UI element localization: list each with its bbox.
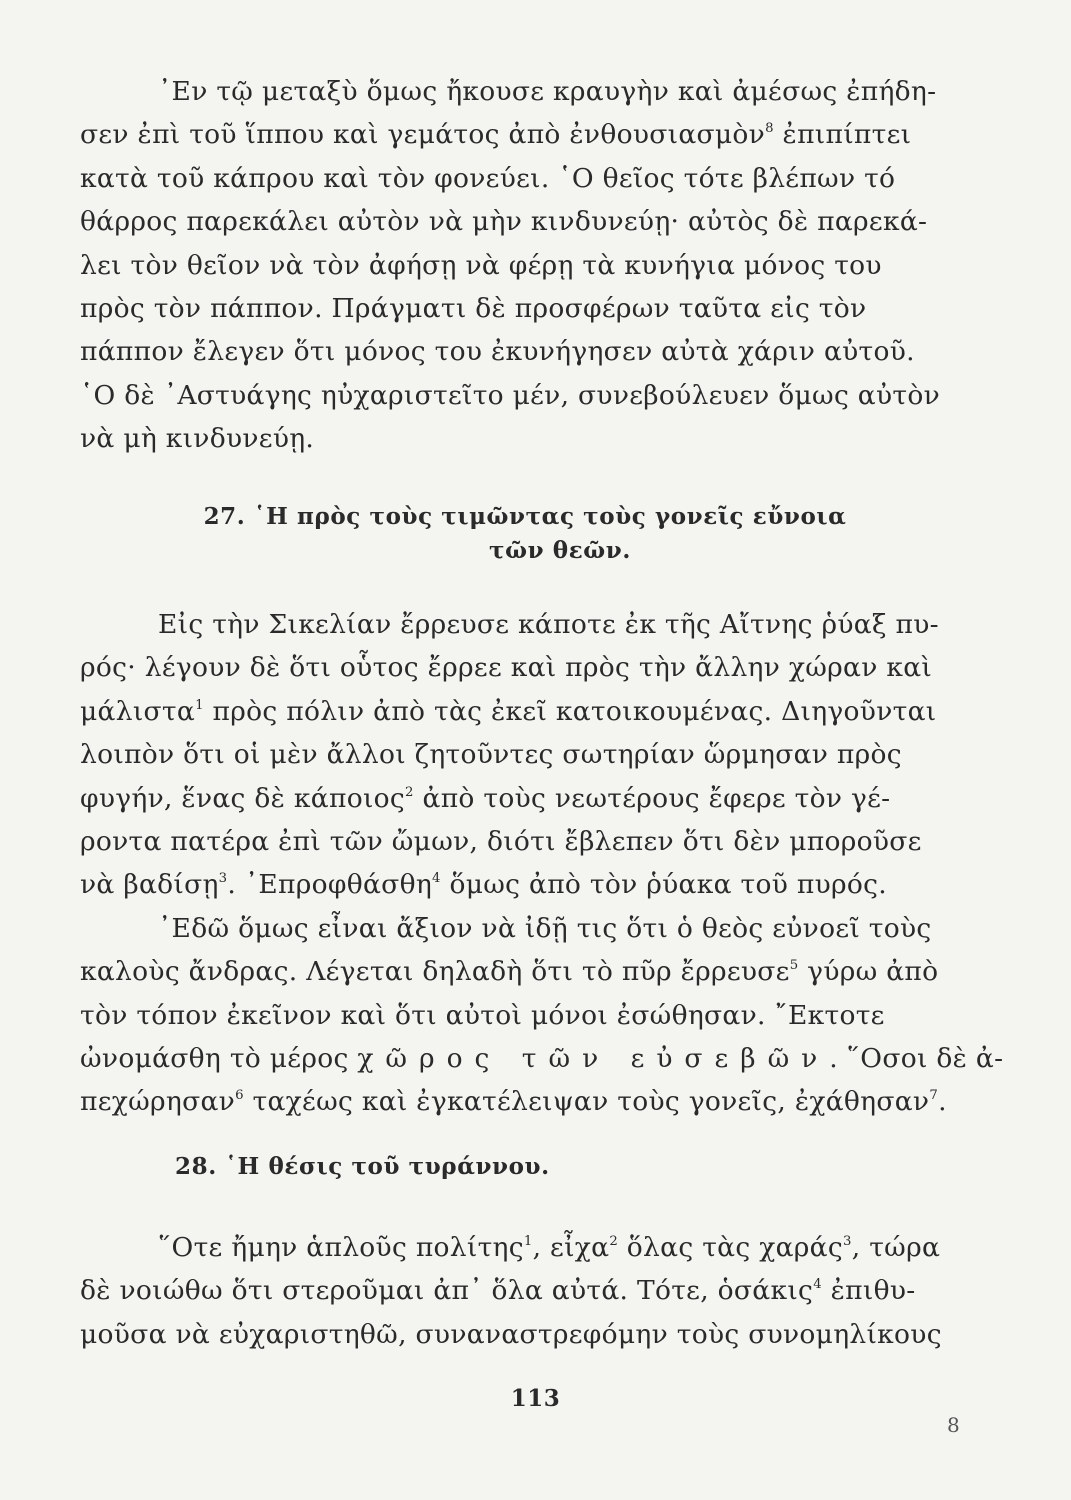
- heading-line: 28. ῾Η θέσις τοῦ τυράννου.: [175, 1153, 550, 1180]
- text-line: νὰ βαδίσῃ$^3$. ᾿Επροφθάσθη$^4$ ὅμως ἀπὸ τὸν ῥύακα τοῦ πυρός.: [80, 869, 887, 901]
- text-line: ὠνομάσθη τὸ μέρος χῶρος τῶν εὐσεβῶν. ῞Οσοι δὲ ἀ-: [80, 1043, 1004, 1075]
- text-line: λει τὸν θεῖον νὰ τὸν ἀφήσῃ νὰ φέρῃ τὰ κυνήγια μόνος του: [80, 249, 882, 281]
- footnote-marker: 3: [218, 871, 228, 887]
- footnote-marker: 1: [523, 1233, 533, 1249]
- footnote-marker: 4: [432, 871, 441, 887]
- footnote-marker: 3: [843, 1233, 852, 1249]
- footnote-marker: 8: [765, 121, 774, 137]
- text-line: Εἰς τὴν Σικελίαν ἔρρευσε κάποτε ἐκ τῆς Αἴτνης ῥύαξ πυ-: [158, 609, 939, 640]
- text-line: ῾Ο δὲ ᾿Αστυάγης ηὐχαριστεῖτο μέν, συνεβούλευεν ὅμως αὐτὸν: [80, 379, 941, 411]
- text-line: τὸν τόπον ἐκεῖνον καὶ ὅτι αὐτοὶ μόνοι ἐσώθησαν. ῎Εκτοτε: [80, 999, 885, 1031]
- text-line: ρός· λέγουν δὲ ὅτι οὗτος ἔρρεε καὶ πρὸς τὴν ἄλλην χώραν καὶ: [80, 652, 933, 684]
- text-line: ροντα πατέρα ἐπὶ τῶν ὤμων, διότι ἔβλεπεν ὅτι δὲν μποροῦσε: [80, 826, 922, 858]
- paragraph-26-ending: [80, 70, 940, 461]
- heading-line: τῶν θεῶν.: [489, 537, 631, 564]
- paragraph-28: [80, 1226, 942, 1356]
- section-heading-28: [175, 1150, 550, 1184]
- text-line: ῞Οτε ἤμην ἁπλοῦς πολίτης$^1$, εἶχα$^2$ ὅλας τὰς χαράς$^3$, τώρα: [158, 1232, 941, 1263]
- footnote-marker: 2: [405, 784, 414, 800]
- footnote-marker: 4: [813, 1277, 822, 1293]
- text-line: μάλιστα$^1$ πρὸς πόλιν ἀπὸ τὰς ἐκεῖ κατοικουμένας. Διηγοῦνται: [80, 695, 937, 727]
- text-line: μοῦσα νὰ εὐχαριστηθῶ, συναναστρεφόμην τοὺς συνομηλίκους: [80, 1318, 942, 1350]
- signature-mark: 8: [947, 1413, 960, 1437]
- text-line: κατὰ τοῦ κάπρου καὶ τὸν φονεύει. ῾Ο θεῖος τότε βλέπων τό: [80, 162, 896, 194]
- heading-line: 27. ῾Η πρὸς τοὺς τιμῶντας τοὺς γονεῖς εὔνοια: [203, 503, 847, 530]
- text-line: δὲ νοιώθω ὅτι στεροῦμαι ἀπ᾿ ὅλα αὐτά. Τότε, ὁσάκις$^4$ ἐπιθυ-: [80, 1275, 916, 1307]
- page-number: 113: [510, 1385, 561, 1412]
- text-line: φυγήν, ἕνας δὲ κάποιος$^2$ ἀπὸ τοὺς νεωτέρους ἔφερε τὸν γέ-: [80, 782, 891, 814]
- text-line: σεν ἐπὶ τοῦ ἵππου καὶ γεμάτος ἀπὸ ἐνθουσιασμὸν$^8$ ἐπιπίπτει: [80, 119, 912, 151]
- text-line: νὰ μὴ κινδυνεύῃ.: [80, 423, 315, 455]
- footnote-marker: 1: [195, 697, 204, 713]
- footnote-marker: 7: [929, 1088, 939, 1104]
- spaced-emphasis-text: χῶρος τῶν εὐσεβῶν: [357, 1043, 830, 1075]
- footnote-marker: 2: [609, 1233, 619, 1249]
- section-heading-27: [80, 500, 970, 568]
- text-line: πάππον ἔλεγεν ὅτι μόνος του ἐκυνήγησεν αὐτὰ χάριν αὐτοῦ.: [80, 336, 915, 368]
- footnote-marker: 5: [789, 958, 799, 973]
- footnote-marker: 6: [235, 1088, 244, 1104]
- text-line: λοιπὸν ὅτι οἱ μὲν ἄλλοι ζητοῦντες σωτηρίαν ὥρμησαν πρὸς: [80, 739, 902, 771]
- text-line: θάρρος παρεκάλει αὐτὸν νὰ μὴν κινδυνεύῃ· αὐτὸς δὲ παρεκά-: [80, 206, 928, 238]
- text-line: πεχώρησαν$^6$ ταχέως καὶ ἐγκατέλειψαν τοὺς γονεῖς, ἐχάθησαν$^7$.: [80, 1086, 947, 1118]
- text-line: ᾿Εδῶ ὅμως εἶναι ἄξιον νὰ ἰδῇ τις ὅτι ὁ θεὸς εὐνοεῖ τοὺς: [158, 912, 932, 944]
- text-line: ᾿Εν τῷ μεταξὺ ὅμως ἤκουσε κραυγὴν καὶ ἀμέσως ἐπήδη-: [158, 76, 937, 107]
- text-line: πρὸς τὸν πάππον. Πράγματι δὲ προσφέρων ταῦτα εἰς τὸν: [80, 293, 867, 325]
- paragraph-27: [80, 603, 1003, 1124]
- text-line: καλοὺς ἄνδρας. Λέγεται δηλαδὴ ὅτι τὸ πῦρ ἔρρευσε$^5$ γύρω ἀπὸ: [80, 956, 939, 988]
